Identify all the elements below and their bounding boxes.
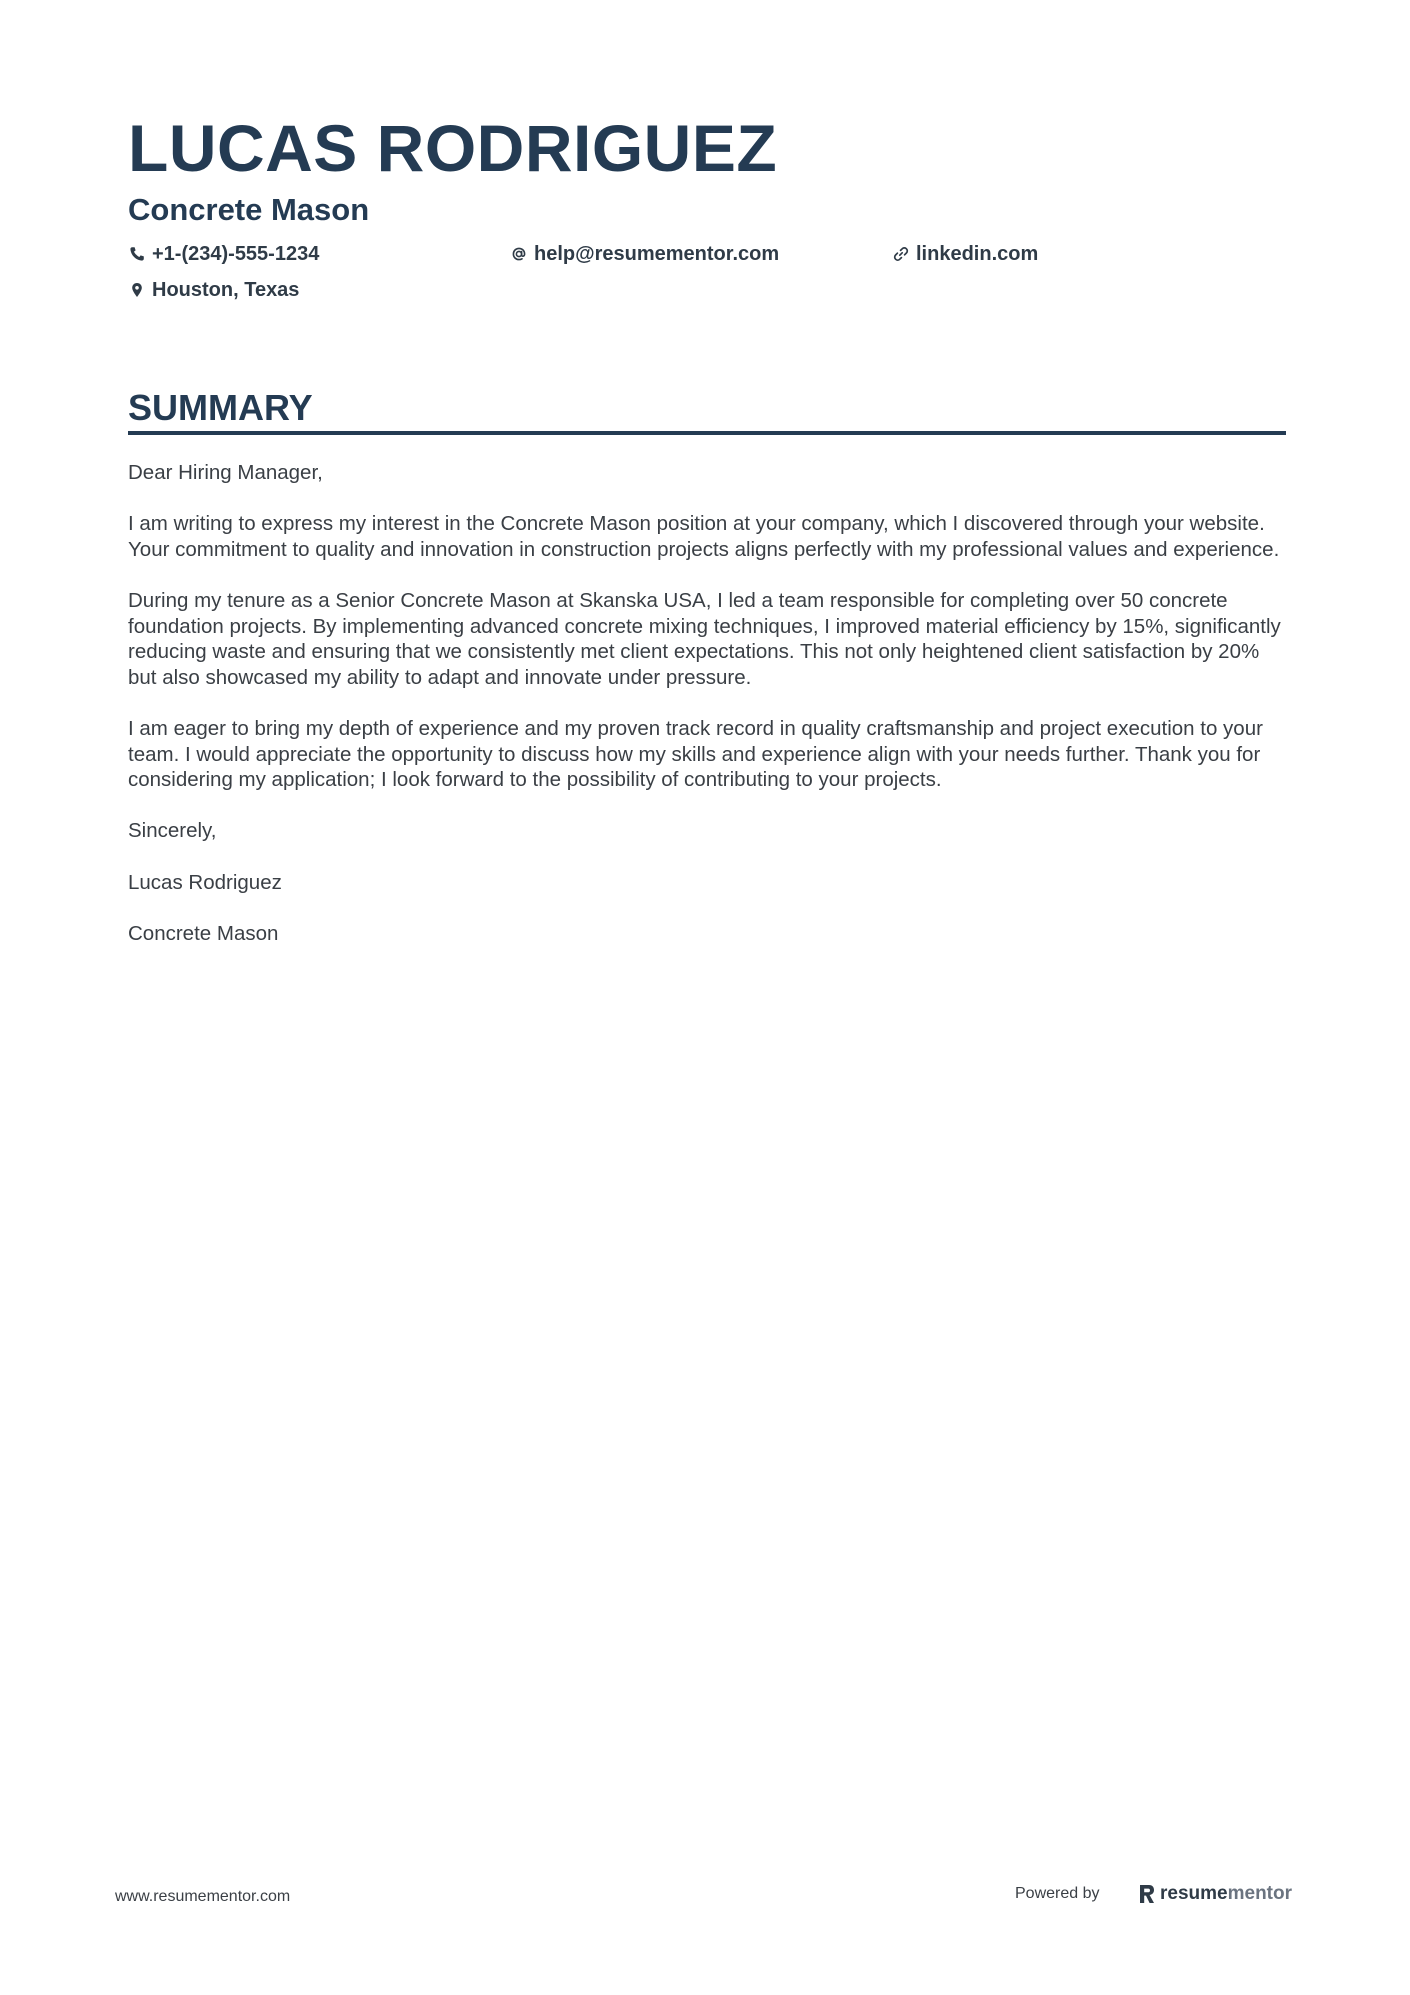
contact-email[interactable]: [510, 240, 779, 268]
resumementor-logo-icon: [1138, 1883, 1156, 1905]
contact-email-text[interactable]: help@resumementor.com: [534, 242, 780, 265]
letter-closing: Sincerely,: [128, 819, 217, 843]
location-pin-icon: [128, 281, 146, 299]
signature-title: Concrete Mason: [128, 921, 279, 945]
contact-phone: [128, 240, 319, 268]
contact-location: [128, 276, 299, 304]
phone-icon: [128, 245, 146, 263]
letter-paragraph: I am writing to express my interest in the Concrete Mason position at your company, which I discovered through your website. Your commitment to quality and innovation in construction projects aligns perfectly with my professional values and experience.: [128, 512, 1280, 561]
candidate-title: Concrete Mason: [128, 192, 370, 227]
link-icon: [892, 245, 910, 263]
section-divider: [128, 431, 1286, 435]
contact-phone-text: +1-(234)-555-1234: [152, 242, 320, 265]
letter-paragraph: I am eager to bring my depth of experience and my proven track record in quality craftsmanship and project execution to your team. I would appreciate the opportunity to discuss how my skills and experience align with your needs further. Thank you for considering my application; I look forward to the possibility of contributing to your projects.: [128, 716, 1263, 792]
brand-name-part2: mentor: [1227, 1883, 1293, 1904]
at-icon: [510, 245, 528, 263]
candidate-name: LUCAS RODRIGUEZ: [128, 111, 778, 185]
brand-logo[interactable]: [1138, 1880, 1292, 1908]
letter-greeting: Dear Hiring Manager,: [128, 461, 323, 484]
section-title-summary: SUMMARY: [128, 387, 313, 428]
signature-name: Lucas Rodriguez: [128, 870, 282, 894]
contact-linkedin[interactable]: [892, 240, 1038, 268]
letter-paragraph: During my tenure as a Senior Concrete Mason at Skanska USA, I led a team responsible for completing over 50 concrete foundation projects. By implementing advanced concrete mixing techniques, I improved material efficiency by 15%, significantly reducing waste and ensuring that we consistently met client expectations. This not only heightened client satisfaction by 20% but also showcased my ability to adapt and innovate under pressure.: [128, 588, 1281, 689]
powered-by-label: Powered by: [1015, 1885, 1100, 1902]
contact-location-text: Houston, Texas: [152, 278, 300, 301]
contact-linkedin-text[interactable]: linkedin.com: [916, 242, 1039, 265]
footer-website[interactable]: www.resumementor.com: [115, 1888, 291, 1905]
letter-body: [128, 460, 1288, 972]
brand-name-part1: resume: [1160, 1883, 1228, 1904]
